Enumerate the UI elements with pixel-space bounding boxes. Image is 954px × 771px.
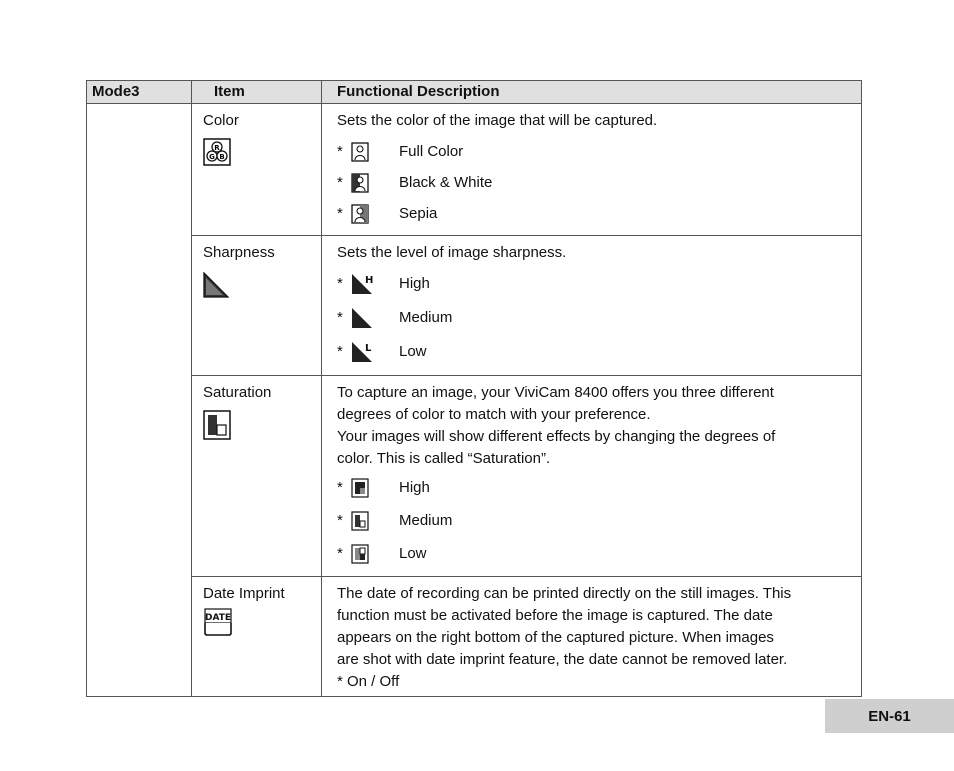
option-bullet: * <box>337 173 343 191</box>
option-sharpness-low <box>337 335 857 369</box>
item-label-color: Color <box>203 112 239 129</box>
option-saturation-medium <box>337 504 857 537</box>
mode-cell <box>87 104 192 697</box>
description-cell-sharpness <box>322 236 862 376</box>
date-imprint-line: appears on the right bottom of the captured picture. When images <box>337 629 774 646</box>
option-bullet: * <box>337 204 343 222</box>
item-label-sharpness: Sharpness <box>203 244 275 261</box>
table-header-row <box>87 81 862 104</box>
sharpness-high-badge: H <box>365 275 374 286</box>
sharpness-icon <box>203 272 315 298</box>
sharpness-low-badge: L <box>365 343 372 354</box>
option-bullet: * <box>337 343 343 360</box>
full-color-icon <box>351 142 399 162</box>
saturation-intro-line: degrees of color to match with your preference. <box>337 406 651 423</box>
sharpness-intro: Sets the level of image sharpness. <box>337 244 567 261</box>
sharpness-medium-icon <box>351 307 399 329</box>
table-row-date-imprint <box>87 577 862 697</box>
description-cell-date-imprint <box>322 577 862 697</box>
option-black-white <box>337 167 857 198</box>
date-imprint-options: * On / Off <box>337 673 400 690</box>
option-sepia <box>337 198 857 229</box>
option-sharpness-high <box>337 268 857 300</box>
page-number: EN-61 <box>825 699 954 733</box>
option-bullet: * <box>337 544 343 562</box>
svg-text:R: R <box>214 144 220 152</box>
option-saturation-low <box>337 537 857 570</box>
option-bullet: * <box>337 511 343 529</box>
svg-text:G: G <box>209 153 215 161</box>
date-icon-text: DATE <box>204 613 232 623</box>
header-item: Item <box>192 81 322 104</box>
header-description: Functional Description <box>322 81 862 104</box>
black-white-icon <box>351 173 399 193</box>
item-cell-color <box>192 104 322 236</box>
color-intro: Sets the color of the image that will be captured. <box>337 112 658 129</box>
item-cell-date-imprint <box>192 577 322 697</box>
option-label: Low <box>399 343 427 360</box>
saturation-low-icon <box>351 544 399 564</box>
option-saturation-high <box>337 472 857 504</box>
saturation-medium-icon <box>351 511 399 531</box>
sharpness-low-icon <box>351 341 399 363</box>
saturation-icon <box>203 410 315 440</box>
date-imprint-line: are shot with date imprint feature, the date cannot be removed later. <box>337 651 788 668</box>
option-label: Medium <box>399 511 453 529</box>
option-full-color <box>337 137 857 167</box>
sepia-icon <box>351 204 399 224</box>
option-label: Low <box>399 544 427 562</box>
description-cell-saturation <box>322 376 862 577</box>
option-label: Sepia <box>399 204 438 222</box>
item-label-date-imprint: Date Imprint <box>203 585 285 602</box>
saturation-high-icon <box>351 478 399 498</box>
item-cell-saturation <box>192 376 322 577</box>
saturation-intro-line: color. This is called “Saturation”. <box>337 450 551 467</box>
option-label: Full Color <box>399 143 464 160</box>
table-row-sharpness <box>87 236 862 376</box>
saturation-intro-line: To capture an image, your ViviCam 8400 offers you three different <box>337 384 774 401</box>
item-label-saturation: Saturation <box>203 384 272 401</box>
option-bullet: * <box>337 275 343 292</box>
option-label: Black & White <box>399 173 493 191</box>
header-mode: Mode3 <box>87 81 192 104</box>
option-label: High <box>399 275 430 292</box>
option-label: Medium <box>399 308 453 326</box>
saturation-intro-line: Your images will show different effects by changing the degrees of <box>337 428 776 445</box>
option-bullet: * <box>337 143 343 160</box>
date-imprint-line: function must be activated before the image is captured. The date <box>337 607 773 624</box>
item-cell-sharpness <box>192 236 322 376</box>
option-bullet: * <box>337 479 343 496</box>
option-label: High <box>399 479 430 496</box>
description-cell-color <box>322 104 862 236</box>
table-row-color <box>87 104 862 236</box>
date-imprint-line: The date of recording can be printed directly on the still images. This <box>337 585 792 602</box>
svg-text:B: B <box>219 153 225 161</box>
function-table <box>86 80 862 697</box>
option-bullet: * <box>337 308 343 326</box>
option-sharpness-medium <box>337 300 857 335</box>
date-imprint-icon <box>203 607 315 637</box>
sharpness-high-icon <box>351 273 399 295</box>
rgb-color-icon <box>203 138 315 166</box>
table-row-saturation <box>87 376 862 577</box>
